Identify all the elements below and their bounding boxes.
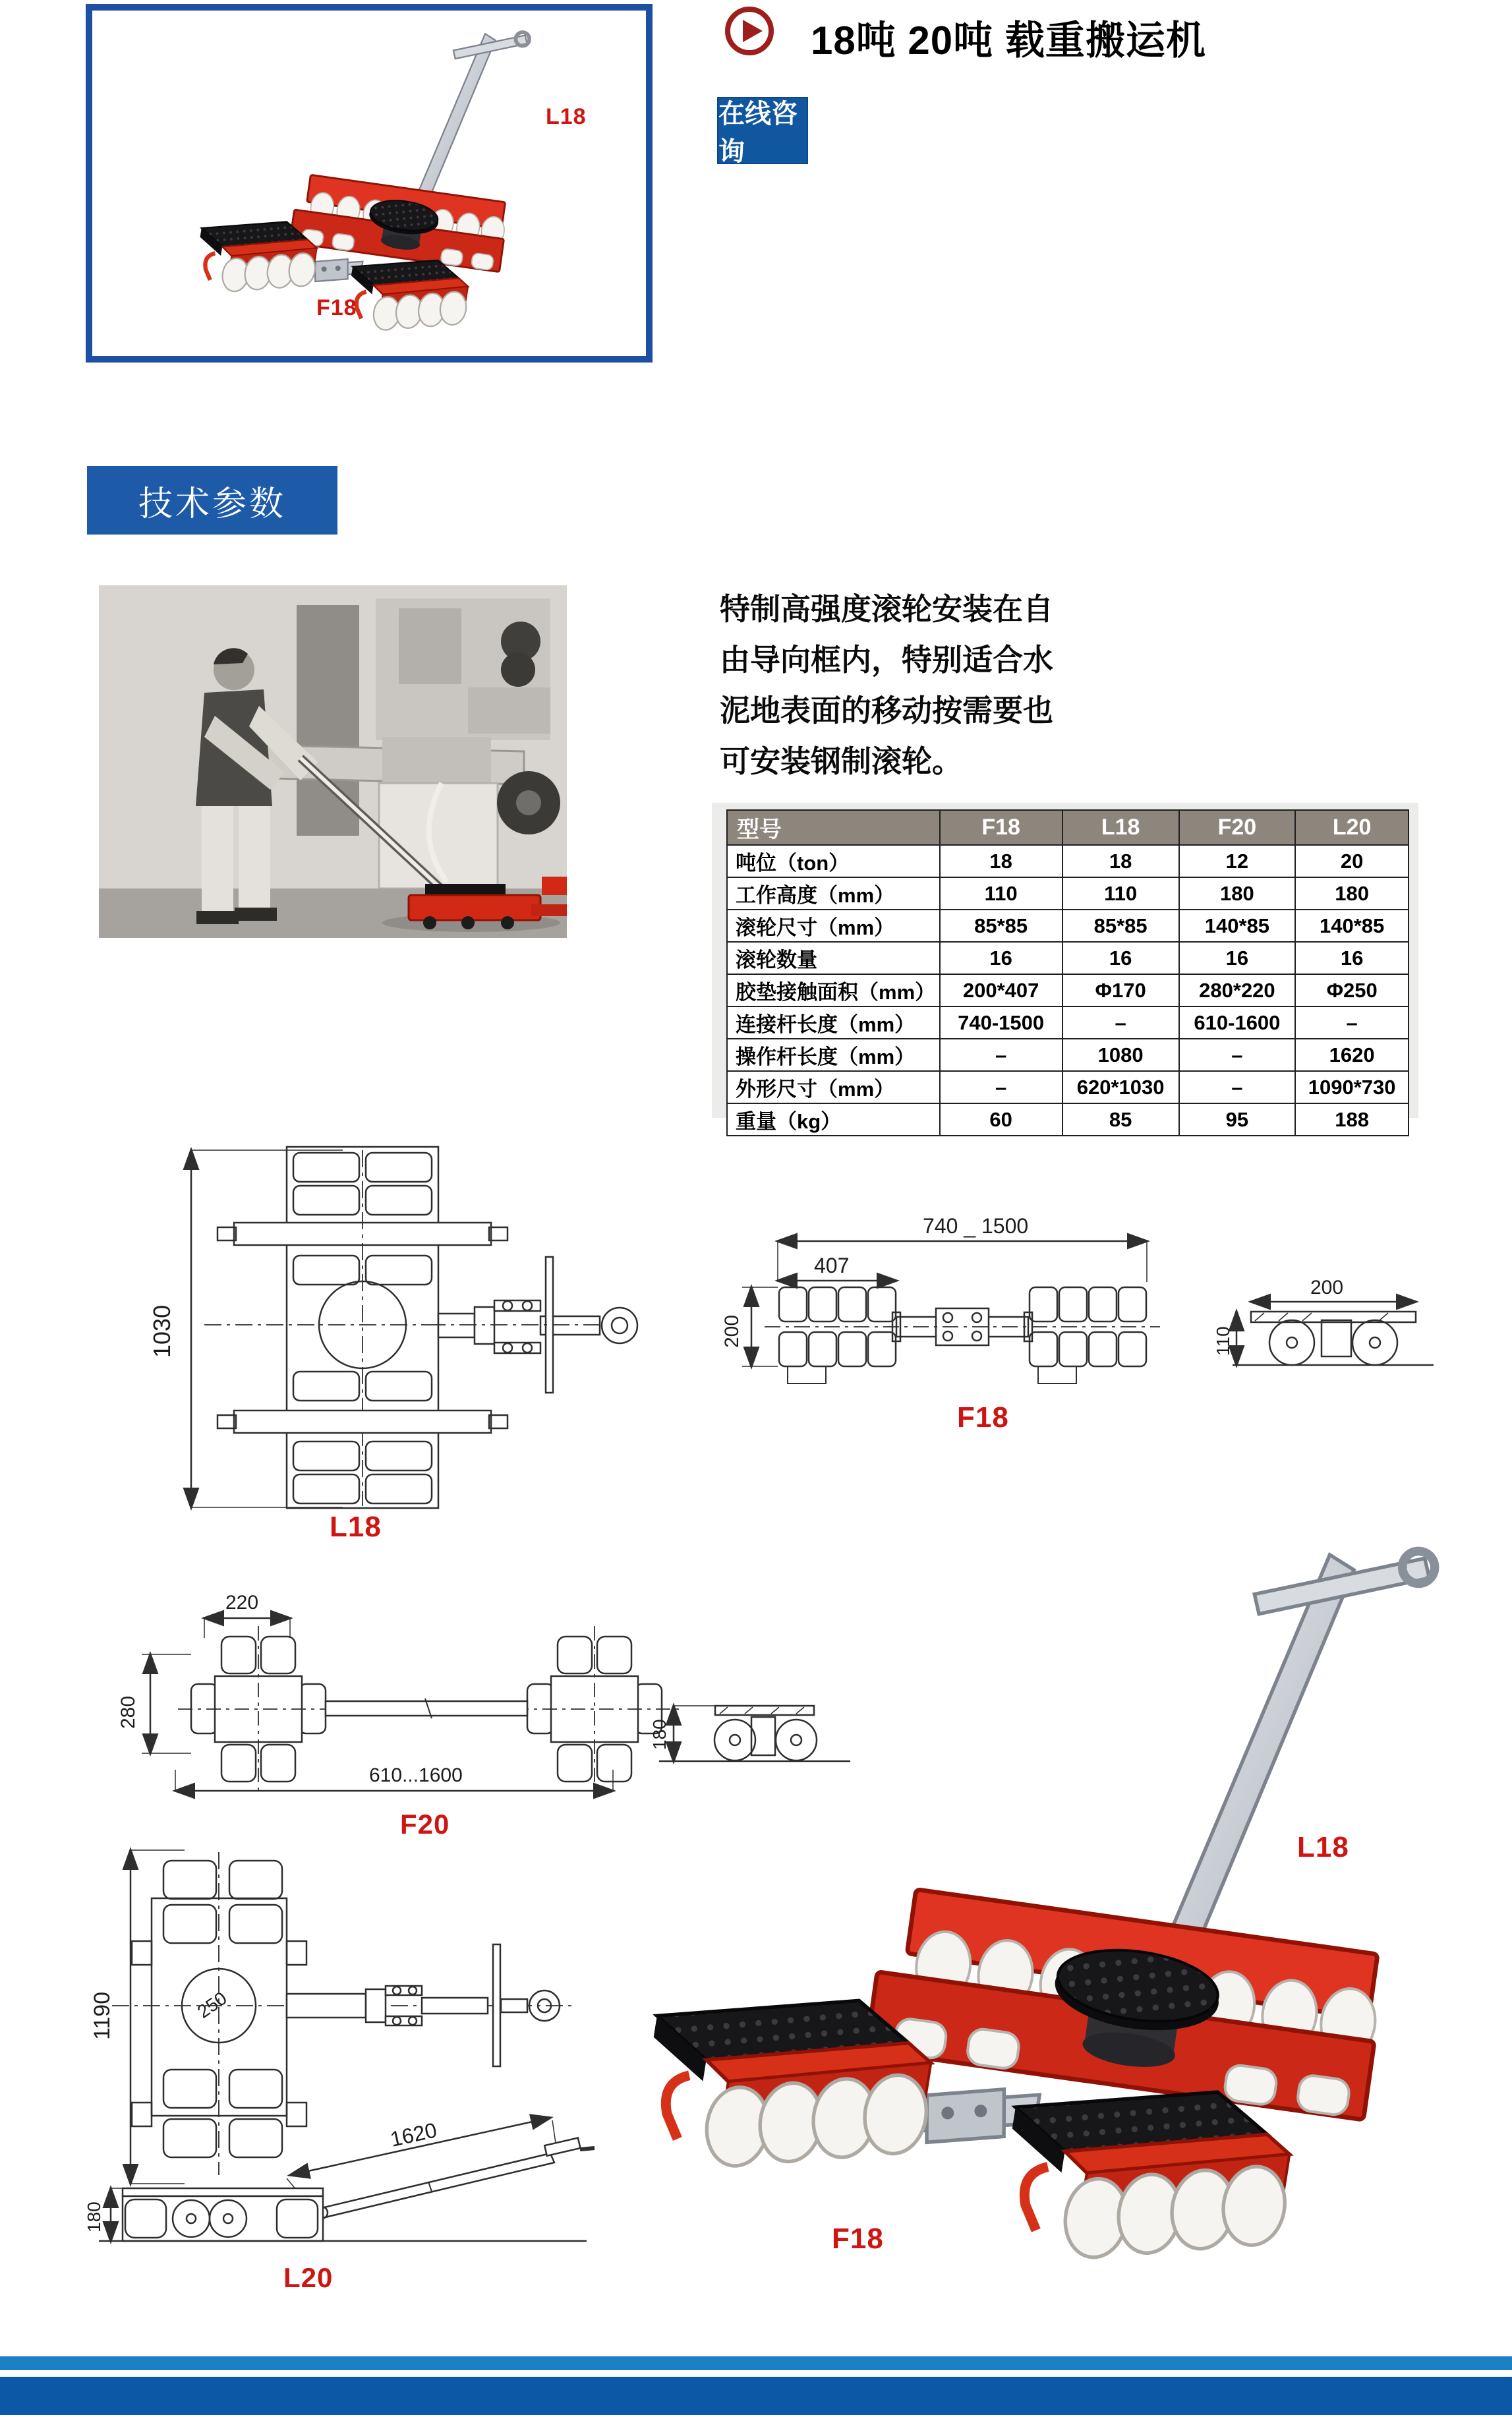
row-label: 重量（kg） <box>727 1103 940 1136</box>
row-label: 操作杆长度（mm） <box>727 1039 940 1071</box>
dim-1620: 1620 <box>388 2118 440 2151</box>
table-row <box>727 942 1409 974</box>
hero-image-frame <box>86 4 653 363</box>
col-header-l20: L20 <box>1295 810 1409 845</box>
cell: 16 <box>1295 942 1409 974</box>
dim-200: 200 <box>721 1314 743 1348</box>
drawing-l18-top-view <box>119 1130 646 1526</box>
cell: 20 <box>1295 845 1409 877</box>
cell: 1620 <box>1295 1039 1409 1071</box>
photo-label-f18: F18 <box>832 2223 884 2255</box>
cell: – <box>940 1071 1062 1103</box>
row-label: 滚轮尺寸（mm） <box>727 910 940 942</box>
side-dim-180: 180 <box>84 2201 104 2232</box>
page-title: 18吨 20吨 载重搬运机 <box>811 18 1206 63</box>
cell: 740-1500 <box>940 1006 1062 1039</box>
cell: 180 <box>1295 877 1409 910</box>
cell: 60 <box>940 1103 1062 1136</box>
dim-250: 250 <box>193 1987 231 2022</box>
description-line: 可安装钢制滚轮。 <box>720 744 962 778</box>
drawing-label-f18: F18 <box>957 1401 1009 1434</box>
footer-accent-bar <box>0 2356 1512 2370</box>
application-photo <box>99 585 567 938</box>
table-row <box>727 1103 1409 1136</box>
table-row <box>727 845 1409 877</box>
cell: 140*85 <box>1295 910 1409 942</box>
cell: 620*1030 <box>1062 1071 1179 1103</box>
col-header-f18: F18 <box>940 810 1062 845</box>
online-consult-button[interactable]: 在线咨询 <box>717 97 808 164</box>
col-header-l18: L18 <box>1062 810 1179 845</box>
dim-1030: 1030 <box>148 1304 175 1358</box>
table-row <box>727 910 1409 942</box>
cell: 16 <box>1179 942 1296 974</box>
cell: 610-1600 <box>1179 1006 1296 1039</box>
row-label: 滚轮数量 <box>727 942 940 974</box>
table-row <box>727 1039 1409 1071</box>
row-label: 外形尺寸（mm） <box>727 1071 940 1103</box>
arrow-circle-icon <box>725 7 774 55</box>
cell: 18 <box>1062 845 1179 877</box>
drawing-label-l18: L18 <box>330 1511 382 1543</box>
arrow-icon <box>743 20 763 42</box>
row-label: 连接杆长度（mm） <box>727 1006 940 1039</box>
cell: 188 <box>1295 1103 1409 1136</box>
cell: Φ250 <box>1295 974 1409 1006</box>
side-dim-180: 180 <box>649 1719 670 1750</box>
cell: 200*407 <box>940 974 1062 1006</box>
col-header-f20: F20 <box>1179 810 1296 845</box>
drawing-f18 <box>672 1216 1437 1414</box>
hero-product-illustration <box>171 12 567 352</box>
row-label: 吨位（ton） <box>727 845 940 877</box>
cell: – <box>1179 1071 1296 1103</box>
dim-220: 220 <box>225 1592 259 1614</box>
table-row <box>727 974 1409 1006</box>
dim-740-1500: 740 _ 1500 <box>923 1216 1029 1238</box>
cell: 95 <box>1179 1103 1296 1136</box>
side-dim-110: 110 <box>1213 1326 1233 1356</box>
dim-280: 280 <box>117 1695 139 1729</box>
cell: 1090*730 <box>1295 1071 1409 1103</box>
dim-1190: 1190 <box>90 1991 115 2040</box>
dim-610-1600: 610...1600 <box>369 1764 463 1786</box>
spec-table <box>726 809 1409 1136</box>
hero-label-l18: L18 <box>546 104 587 129</box>
cell: 140*85 <box>1179 910 1296 942</box>
photo-label-l18: L18 <box>1297 1831 1349 1863</box>
product-description <box>720 584 1168 787</box>
table-row <box>727 877 1409 910</box>
row-label: 胶垫接触面积（mm） <box>727 974 940 1006</box>
section-tech-params: 技术参数 <box>87 466 337 535</box>
cell: Φ170 <box>1062 974 1179 1006</box>
cell: 12 <box>1179 845 1296 877</box>
cell: 280*220 <box>1179 974 1296 1006</box>
cell: 16 <box>1062 942 1179 974</box>
side-dim-200: 200 <box>1310 1277 1344 1298</box>
cell: 85 <box>1062 1103 1179 1136</box>
cell: – <box>940 1039 1062 1071</box>
cell: 110 <box>940 877 1062 910</box>
cell: 85*85 <box>1062 910 1179 942</box>
cell: 18 <box>940 845 1062 877</box>
hero-label-f18: F18 <box>316 295 357 320</box>
cell: 16 <box>940 942 1062 974</box>
cell: 180 <box>1179 877 1296 910</box>
footer-bar <box>0 2377 1512 2415</box>
cell: – <box>1062 1006 1179 1039</box>
row-label: 工作高度（mm） <box>727 877 940 910</box>
table-row <box>727 1071 1409 1103</box>
cell: 1080 <box>1062 1039 1179 1071</box>
cell: 85*85 <box>940 910 1062 942</box>
description-line: 特制高强度滚轮安装在自 <box>720 592 1053 626</box>
table-row <box>727 1006 1409 1039</box>
cell: – <box>1295 1006 1409 1039</box>
dim-407: 407 <box>814 1254 850 1277</box>
description-line: 泥地表面的移动按需要也 <box>720 693 1053 728</box>
drawing-l20-side-view <box>59 2112 600 2330</box>
cell: – <box>1179 1039 1296 1071</box>
col-header-model: 型号 <box>727 810 940 845</box>
spec-table-header-row <box>727 810 1409 845</box>
drawing-label-l20: L20 <box>283 2262 334 2293</box>
drawing-label-f20: F20 <box>400 1809 450 1840</box>
cell: 110 <box>1062 877 1179 910</box>
description-line: 由导向框内，特别适合水 <box>720 643 1053 677</box>
product-photo-large <box>606 1503 1503 2310</box>
